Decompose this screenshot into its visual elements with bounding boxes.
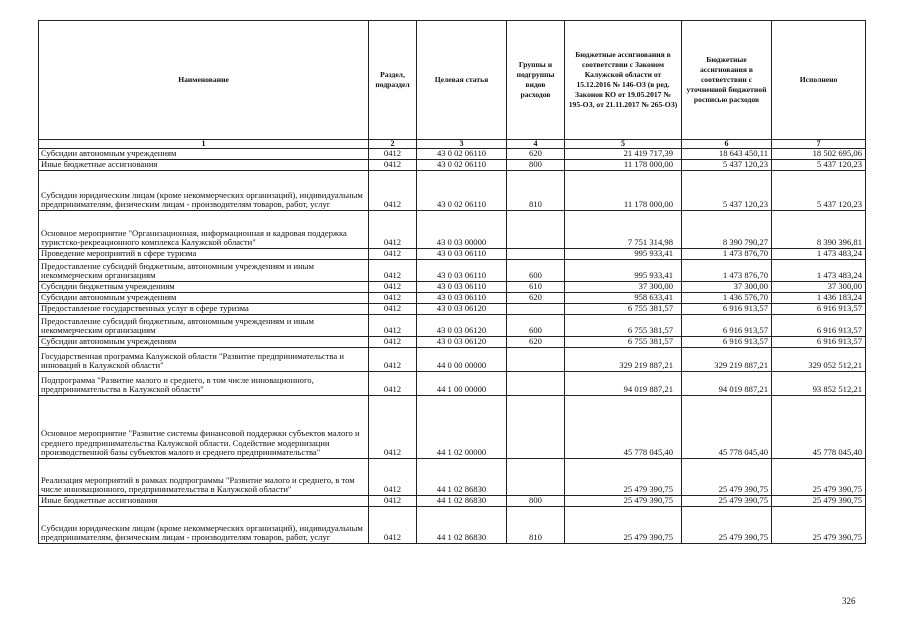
row-budget-law: 995 933,41: [565, 249, 682, 260]
row-executed: 5 437 120,23: [772, 171, 866, 211]
row-group: [507, 372, 565, 396]
table-row: [39, 496, 866, 507]
row-section: 0412: [369, 396, 417, 459]
table-row: [39, 171, 866, 211]
table-row: [39, 211, 866, 249]
row-budget-refined: 1 473 876,70: [682, 249, 772, 260]
row-section: 0412: [369, 211, 417, 249]
table-row: [39, 149, 866, 160]
row-name: Субсидии автономным учреждениям: [39, 293, 369, 304]
row-group: 800: [507, 496, 565, 507]
row-group: [507, 249, 565, 260]
row-budget-refined: 8 390 790,27: [682, 211, 772, 249]
row-name: Проведение мероприятий в сфере туризма: [39, 249, 369, 260]
row-name: Основное мероприятие "Развитие системы финансовой поддержки субъектов малого и среднего предпринимательства Калужской области. Содействие модернизации производственной базы субъектов малого и среднего предпринимательства": [39, 396, 369, 459]
row-budget-law: 329 219 887,21: [565, 348, 682, 372]
row-group: 610: [507, 282, 565, 293]
row-executed: 93 852 512,21: [772, 372, 866, 396]
row-budget-refined: 45 778 045,40: [682, 396, 772, 459]
row-group: [507, 348, 565, 372]
column-number: 1: [39, 140, 369, 149]
row-budget-refined: 37 300,00: [682, 282, 772, 293]
row-group: [507, 459, 565, 496]
row-budget-refined: 6 916 913,57: [682, 337, 772, 348]
column-number: 2: [369, 140, 417, 149]
row-executed: 1 436 183,24: [772, 293, 866, 304]
row-group: 810: [507, 507, 565, 544]
table-row: [39, 396, 866, 459]
row-target: 43 0 03 00000: [417, 211, 507, 249]
row-budget-law: 11 178 000,00: [565, 171, 682, 211]
row-name: Иные бюджетные ассигнования: [39, 496, 369, 507]
page-number: 326: [842, 596, 856, 606]
row-group: 620: [507, 293, 565, 304]
row-target: 43 0 02 06110: [417, 171, 507, 211]
row-executed: 18 502 695,06: [772, 149, 866, 160]
row-executed: 6 916 913,57: [772, 304, 866, 315]
row-target: 44 1 02 86830: [417, 496, 507, 507]
row-section: 0412: [369, 160, 417, 171]
header-groups: Группы и подгруппы видов расходов: [507, 21, 565, 140]
row-group: 620: [507, 337, 565, 348]
row-group: [507, 304, 565, 315]
column-number: 7: [772, 140, 866, 149]
row-name: Субсидии автономным учреждениям: [39, 149, 369, 160]
row-executed: 1 473 483,24: [772, 260, 866, 282]
table-row: [39, 160, 866, 171]
row-section: 0412: [369, 282, 417, 293]
row-target: 44 1 02 86830: [417, 459, 507, 496]
row-budget-refined: 329 219 887,21: [682, 348, 772, 372]
row-target: 44 1 02 00000: [417, 396, 507, 459]
row-budget-law: 25 479 390,75: [565, 459, 682, 496]
row-name: Субсидии автономным учреждениям: [39, 337, 369, 348]
row-budget-law: 11 178 000,00: [565, 160, 682, 171]
row-executed: 45 778 045,40: [772, 396, 866, 459]
row-executed: 329 052 512,21: [772, 348, 866, 372]
row-executed: 1 473 483,24: [772, 249, 866, 260]
row-name: Предоставление государственных услуг в сфере туризма: [39, 304, 369, 315]
table-row: [39, 507, 866, 544]
header-budget-refined: Бюджетные ассигнования в соответствии с уточненной бюджетной росписью расходов: [682, 21, 772, 140]
row-budget-law: 995 933,41: [565, 260, 682, 282]
row-target: 43 0 03 06120: [417, 304, 507, 315]
row-group: [507, 396, 565, 459]
row-budget-refined: 94 019 887,21: [682, 372, 772, 396]
row-executed: 25 479 390,75: [772, 496, 866, 507]
header-budget-law: Бюджетные ассигнования в соответствии с Законом Калужской области от 15.12.2016 № 146-ОЗ (в ред. Законов КО от 19.05.2017 № 195-ОЗ, от 21.11.2017 № 265-ОЗ): [565, 21, 682, 140]
table-row: [39, 293, 866, 304]
row-budget-refined: 25 479 390,75: [682, 507, 772, 544]
row-name: Иные бюджетные ассигнования: [39, 160, 369, 171]
row-name: Предоставление субсидий бюджетным, автономным учреждениям и иным некоммерческим организациям: [39, 260, 369, 282]
column-number-row: [39, 140, 866, 149]
table-row: [39, 315, 866, 337]
row-section: 0412: [369, 149, 417, 160]
table-row: [39, 282, 866, 293]
column-number: 6: [682, 140, 772, 149]
row-group: 600: [507, 260, 565, 282]
row-section: 0412: [369, 507, 417, 544]
table-row: [39, 372, 866, 396]
column-number: 5: [565, 140, 682, 149]
row-target: 44 0 00 00000: [417, 348, 507, 372]
row-group: 800: [507, 160, 565, 171]
table-row: [39, 459, 866, 496]
row-budget-law: 6 755 381,57: [565, 304, 682, 315]
row-section: 0412: [369, 171, 417, 211]
row-executed: 6 916 913,57: [772, 315, 866, 337]
row-group: [507, 211, 565, 249]
row-executed: 6 916 913,57: [772, 337, 866, 348]
row-section: 0412: [369, 372, 417, 396]
row-group: 600: [507, 315, 565, 337]
header-name: Наименование: [39, 21, 369, 140]
row-section: 0412: [369, 260, 417, 282]
row-target: 43 0 02 06110: [417, 149, 507, 160]
row-executed: 8 390 396,81: [772, 211, 866, 249]
row-executed: 25 479 390,75: [772, 507, 866, 544]
header-target: Целевая статья: [417, 21, 507, 140]
row-budget-refined: 6 916 913,57: [682, 304, 772, 315]
header-executed: Исполнено: [772, 21, 866, 140]
row-executed: 37 300,00: [772, 282, 866, 293]
row-budget-refined: 1 473 876,70: [682, 260, 772, 282]
row-section: 0412: [369, 348, 417, 372]
table-row: [39, 348, 866, 372]
table-row: [39, 337, 866, 348]
row-name: Государственная программа Калужской области "Развитие предпринимательства и инноваций в Калужской области": [39, 348, 369, 372]
row-budget-law: 45 778 045,40: [565, 396, 682, 459]
row-target: 43 0 03 06120: [417, 315, 507, 337]
row-budget-refined: 5 437 120,23: [682, 160, 772, 171]
row-name: Реализация мероприятий в рамках подпрограммы "Развитие малого и среднего, в том числе инновационного, предпринимательства в Калужской области": [39, 459, 369, 496]
row-group: 810: [507, 171, 565, 211]
row-group: 620: [507, 149, 565, 160]
row-name: Субсидии бюджетным учреждениям: [39, 282, 369, 293]
row-target: 44 1 02 86830: [417, 507, 507, 544]
row-budget-law: 958 633,41: [565, 293, 682, 304]
row-budget-law: 6 755 381,57: [565, 315, 682, 337]
row-budget-law: 37 300,00: [565, 282, 682, 293]
row-target: 43 0 03 06120: [417, 337, 507, 348]
row-section: 0412: [369, 337, 417, 348]
row-target: 43 0 03 06110: [417, 293, 507, 304]
table-row: [39, 249, 866, 260]
row-budget-law: 21 419 717,39: [565, 149, 682, 160]
table-body: [39, 149, 866, 544]
row-name: Подпрограмма "Развитие малого и среднего, в том числе инновационного, предпринимательства в Калужской области": [39, 372, 369, 396]
row-name: Субсидии юридическим лицам (кроме некоммерческих организаций), индивидуальным предпринимателям, физическим лицам - производителям товаров, работ, услуг: [39, 507, 369, 544]
row-name: Предоставление субсидий бюджетным, автономным учреждениям и иным некоммерческим организациям: [39, 315, 369, 337]
row-section: 0412: [369, 496, 417, 507]
row-budget-law: 6 755 381,57: [565, 337, 682, 348]
row-budget-refined: 25 479 390,75: [682, 496, 772, 507]
row-section: 0412: [369, 249, 417, 260]
row-target: 43 0 03 06110: [417, 249, 507, 260]
column-number: 4: [507, 140, 565, 149]
header-section: Раздел, подраздел: [369, 21, 417, 140]
budget-table: [38, 20, 866, 544]
row-budget-refined: 25 479 390,75: [682, 459, 772, 496]
row-section: 0412: [369, 304, 417, 315]
row-name: Основное мероприятие "Организационная, информационная и кадровая поддержка туристско-рекреационного комплекса Калужской области": [39, 211, 369, 249]
row-target: 43 0 03 06110: [417, 282, 507, 293]
table-row: [39, 304, 866, 315]
row-name: Субсидии юридическим лицам (кроме некоммерческих организаций), индивидуальным предпринимателям, физическим лицам - производителям товаров, работ, услуг: [39, 171, 369, 211]
row-section: 0412: [369, 459, 417, 496]
row-budget-law: 7 751 314,98: [565, 211, 682, 249]
row-section: 0412: [369, 293, 417, 304]
row-budget-law: 94 019 887,21: [565, 372, 682, 396]
row-section: 0412: [369, 315, 417, 337]
row-budget-refined: 18 643 450,11: [682, 149, 772, 160]
header-row: [39, 21, 866, 140]
row-budget-law: 25 479 390,75: [565, 507, 682, 544]
row-budget-refined: 6 916 913,57: [682, 315, 772, 337]
row-target: 44 1 00 00000: [417, 372, 507, 396]
table-row: [39, 260, 866, 282]
row-budget-law: 25 479 390,75: [565, 496, 682, 507]
row-target: 43 0 02 06110: [417, 160, 507, 171]
row-executed: 5 437 120,23: [772, 160, 866, 171]
row-budget-refined: 5 437 120,23: [682, 171, 772, 211]
row-target: 43 0 03 06110: [417, 260, 507, 282]
row-executed: 25 479 390,75: [772, 459, 866, 496]
budget-sheet: [38, 20, 865, 544]
row-budget-refined: 1 436 576,70: [682, 293, 772, 304]
column-number: 3: [417, 140, 507, 149]
